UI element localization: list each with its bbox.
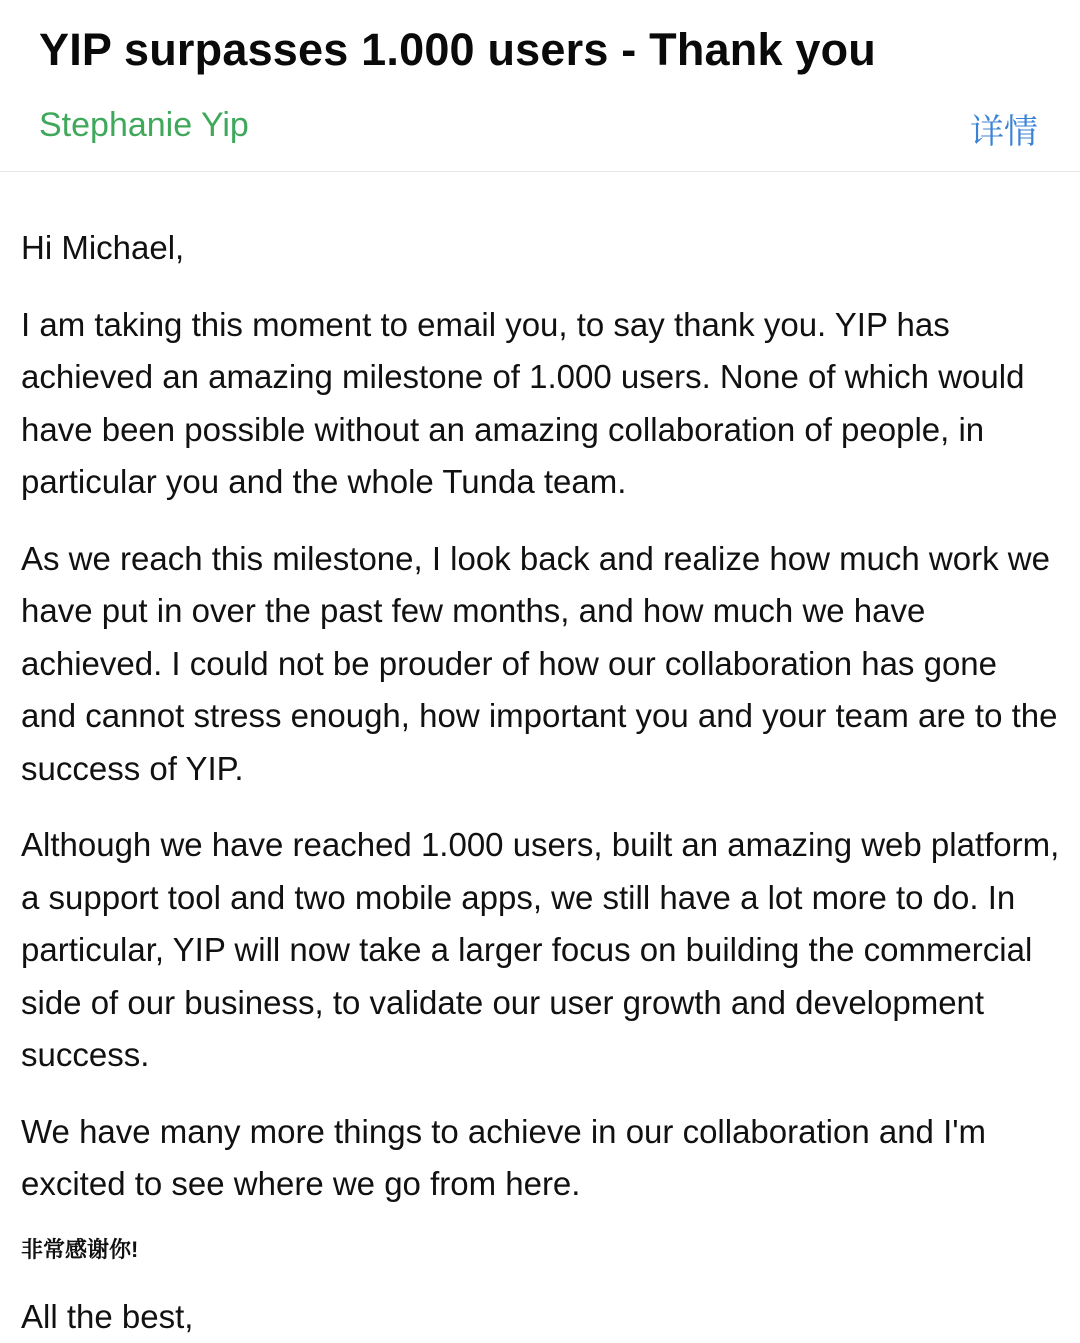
greeting: Hi Michael, bbox=[21, 229, 185, 266]
email-header bbox=[0, 0, 1080, 172]
email-body bbox=[21, 222, 1061, 1343]
sender-name[interactable]: Stephanie Yip bbox=[39, 106, 249, 144]
thanks-chinese: 非常感谢你! bbox=[21, 1236, 139, 1262]
email-subject: YIP surpasses 1.000 users - Thank you bbox=[39, 24, 876, 75]
details-link[interactable]: 详情 bbox=[970, 113, 1038, 151]
signoff: All the best, bbox=[21, 1297, 194, 1335]
paragraph-2: As we reach this milestone, I look back and realize how much work we have put in over the past few months, and how much we have achieved. I could not be prouder of how our collaboration has gone and cannot stress enough, how important you and your team are to the success of YIP. bbox=[21, 539, 1058, 787]
paragraph-4: We have many more things to achieve in our collaboration and I'm excited to see where we go from here. bbox=[21, 1112, 987, 1202]
paragraph-1: I am taking this moment to email you, to say thank you. YIP has achieved an amazing milestone of 1.000 users. None of which would have been possible without an amazing collaboration of people, in particular you and the whole Tunda team. bbox=[21, 305, 1025, 500]
paragraph-3: Although we have reached 1.000 users, built an amazing web platform, a support tool and two mobile apps, we still have a lot more to do. In particular, YIP will now take a larger focus on building the commercial side of our business, to validate our user growth and development success. bbox=[21, 826, 1060, 1073]
